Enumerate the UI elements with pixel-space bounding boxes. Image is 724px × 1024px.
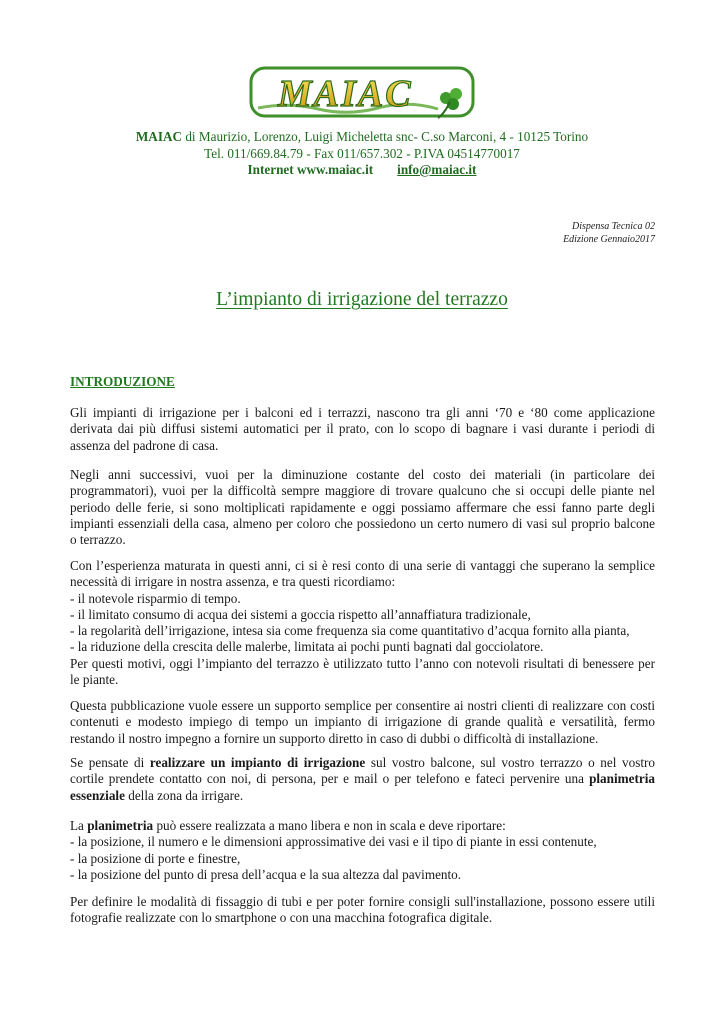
section-heading: INTRODUZIONE [70,374,175,389]
p3-list-item: - il notevole risparmio di tempo. [70,590,241,606]
p6-list-item: - la posizione, il numero e le dimensioni approssimative dei vasi e il tipo di piante in essi contenute, [70,834,597,850]
company-header [70,129,654,179]
p6-list-item: - la posizione del punto di presa dell’acqua e la sua altezza dal pavimento. [70,866,462,882]
logo-wordmark: MAIAC [278,73,413,115]
p6-line-1 [70,818,655,834]
company-email-link[interactable]: info@maiac.it [397,162,477,177]
company-address: di Maurizio, Lorenzo, Luigi Micheletta snc- C.so Marconi, 4 - 10125 Torino [185,129,589,144]
document-title: L’impianto di irrigazione del terrazzo [216,289,508,310]
p3-list-item: - la riduzione della crescita delle malerbe, limitata ai pochi punti bagnati dal gocciolatore. [70,639,544,655]
p3-line: Con l’esperienza maturata in questi anni, ci si è resi conto di una serie di vantaggi che superano la semplice [70,558,655,573]
p5-emphasis: essenziale [70,787,125,803]
p5-text: della zona da irrigare. [124,787,244,803]
p4-line: restando il nostro impegno a fornire un supporto diretto in caso di dubbi o difficoltà di installazione. [70,730,599,746]
paragraph-1 [70,405,655,454]
p5-emphasis: realizzare un impianto di irrigazione [149,755,366,770]
p5-text: sul vostro balcone, sul vostro terrazzo o nel vostro [365,755,655,770]
p2-line: Negli anni successivi, vuoi per la diminuzione costante del costo dei materiali (in particolare dei [70,467,655,482]
company-name: MAIAC [135,129,183,144]
maiac-logo [248,62,476,124]
p5-text: Se pensate di [70,755,150,770]
p2-line: impianti essenziali della casa, almeno per coloro che possiedono un certo numero di vasi sul proprio balcone [70,515,655,531]
p7-line: Per definire le modalità di fissaggio di tubi e per poter fornire consigli sull'installazione, possono essere utili [70,894,655,909]
p3-line: necessità di irrigare in nostra assenza, e tra questi ricordiamo: [70,574,396,590]
paragraph-7 [70,894,655,927]
p5-emphasis: planimetria [589,771,655,787]
p6-emphasis: planimetria [87,818,154,833]
edition-line-2: Edizione Gennaio2017 [563,233,655,245]
paragraph-4 [70,698,655,747]
p2-line: o terrazzo. [70,532,126,548]
p2-line: programmatori), vuoi per la difficoltà sempre maggiore di trovare qualcuno che si occupi delle piante nel [70,483,655,499]
paragraph-3 [70,558,655,688]
company-internet: Internet www.maiac.it [247,162,374,177]
p2-line: periodo delle ferie, si sono moltiplicati rapidamente e oggi possiamo affermare che essi fanno parte degli [70,499,655,515]
p6-list-item: - la posizione di porte e finestre, [70,850,241,866]
p3-list-item: - il limitato consumo di acqua dei sistemi a goccia rispetto all’annaffiatura tradizionale, [70,606,531,622]
edition-line-1: Dispensa Tecnica 02 [572,221,655,232]
company-address-line [70,129,654,146]
p6-text: La [70,818,88,833]
paragraph-2 [70,467,655,548]
p5-text: cortile prendete contatto con noi, di persona, per e mail o per telefono e fateci pervenire una [70,771,590,787]
paragraph-6 [70,818,655,883]
p1-line: assenza del padrone di casa. [70,437,219,453]
logo-graphic [248,62,476,124]
p5-line-2 [70,771,655,787]
p4-line: Questa pubblicazione vuole essere un supporto semplice per consentire ai nostri clienti di realizzare con costi [70,698,655,713]
paragraph-5 [70,755,655,804]
p5-line-1 [70,755,655,771]
p7-line: fotografie realizzate con lo smartphone o con una macchina fotografica digitale. [70,910,493,926]
p4-line: contenuti e modesto impiego di tempo un impianto di irrigazione di grande qualità e versatilità, fermo [70,714,655,730]
p3-line: le piante. [70,672,119,688]
p6-text: può essere realizzata a mano libera e non in scala e deve riportare: [153,818,506,833]
company-web-line [70,162,654,179]
p5-line-3 [70,788,655,804]
clover-icon [438,88,462,118]
edition-info [563,221,655,246]
p1-line: Gli impianti di irrigazione per i balconi ed i terrazzi, nascono tra gli anni ‘70 e ‘80 come applicazione [70,405,655,420]
p3-line: Per questi motivi, oggi l’impianto del terrazzo è utilizzato tutto l’anno con notevoli risultati di benessere per [70,655,655,671]
p1-line: derivata dai più diffusi sistemi automatici per il prato, con lo scopo di bagnare i vasi durante i periodi di [70,421,655,437]
p3-list-item: - la regolarità dell’irrigazione, intesa sia come frequenza sia come quantitativo d’acqua fornito alla pianta, [70,623,630,639]
company-contacts: Tel. 011/669.84.79 - Fax 011/657.302 - P.IVA 04514770017 [204,145,520,161]
